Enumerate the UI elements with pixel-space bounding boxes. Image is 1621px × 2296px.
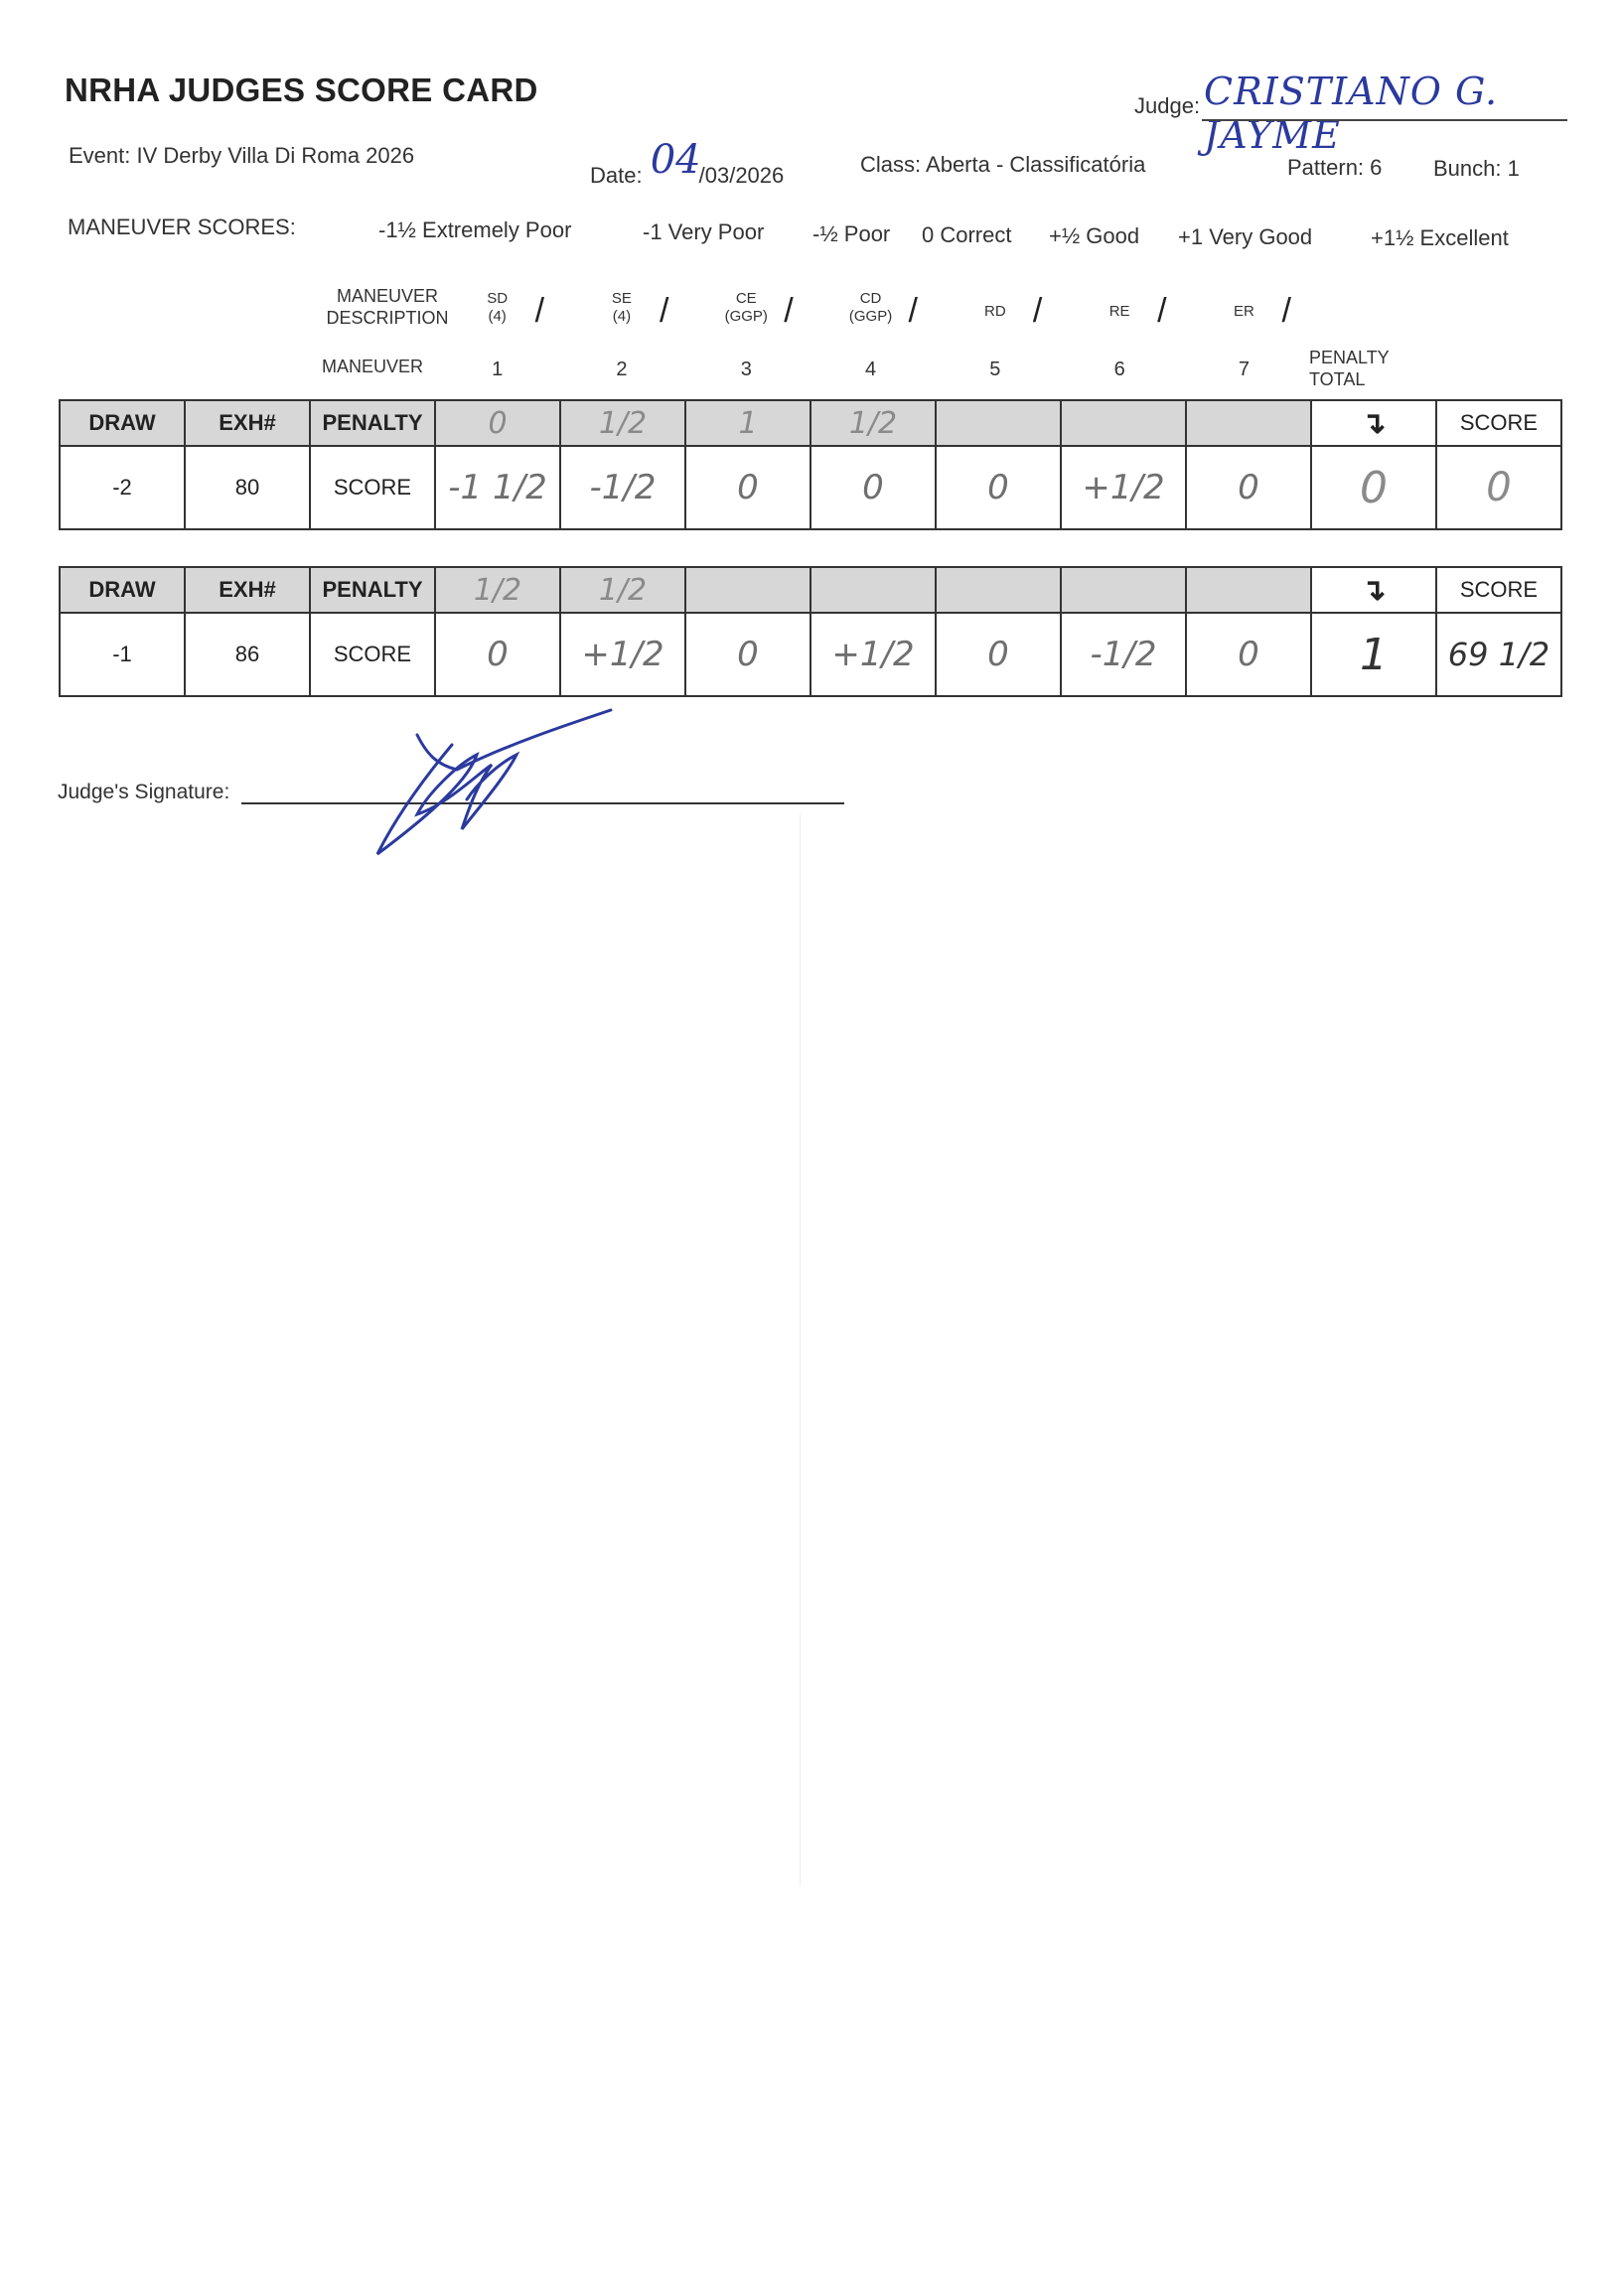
- separator-slash: /: [908, 292, 918, 330]
- score-entry-table: [59, 399, 1562, 530]
- judge-signature: [358, 705, 626, 864]
- maneuver-score-cell[interactable]: -1 1/2: [435, 446, 560, 529]
- maneuver-description-label: MANEUVER DESCRIPTION: [326, 286, 449, 328]
- maneuver-code-sub: (GGP): [724, 308, 768, 325]
- maneuver-code: [1204, 303, 1283, 321]
- maneuver-score-cell[interactable]: 0: [1186, 446, 1311, 529]
- maneuver-number: 3: [740, 359, 752, 380]
- penalty-cell[interactable]: 1/2: [435, 567, 560, 613]
- page-title: NRHA JUDGES SCORE CARD: [65, 72, 538, 108]
- score-row: [60, 446, 1561, 529]
- separator-slash: /: [1032, 292, 1043, 330]
- maneuver-score-cell[interactable]: -1/2: [1061, 613, 1186, 696]
- score-header: SCORE: [1436, 400, 1561, 446]
- maneuver-number: 2: [616, 359, 628, 380]
- date-field: [590, 137, 785, 193]
- separator-slash: /: [534, 292, 545, 330]
- event-label: Event:: [69, 143, 131, 168]
- maneuver-code: [706, 290, 786, 326]
- bunch-field: [1433, 156, 1520, 182]
- maneuver-code: [582, 290, 662, 326]
- judge-label: Judge:: [1134, 93, 1201, 118]
- maneuver-number-label: MANEUVER: [321, 357, 423, 376]
- maneuver-code-text: RD: [984, 303, 1006, 320]
- penalty-cell[interactable]: [810, 567, 936, 613]
- maneuver-score-cell[interactable]: 0: [685, 613, 810, 696]
- scale-item: -1 Very Poor: [643, 219, 765, 244]
- scale-item: +1 Very Good: [1178, 224, 1313, 249]
- class-value: Aberta - Classificatória: [926, 152, 1146, 177]
- maneuver-score-cell[interactable]: 0: [1186, 613, 1311, 696]
- score-header: SCORE: [1436, 567, 1561, 613]
- score-entry-table: [59, 566, 1562, 697]
- event-name: IV Derby Villa Di Roma 2026: [136, 143, 415, 168]
- maneuver-score-cell[interactable]: +1/2: [810, 613, 936, 696]
- scale-item: 0 Correct: [922, 222, 1012, 247]
- maneuver-number: 6: [1113, 359, 1125, 380]
- score-row-label: SCORE: [310, 613, 435, 696]
- penalty-cell[interactable]: 1: [685, 400, 810, 446]
- score-row: [60, 613, 1561, 696]
- exh-value: 86: [185, 613, 310, 696]
- penalty-total-arrow: ↴: [1311, 567, 1436, 613]
- exh-header: EXH#: [185, 567, 310, 613]
- penalty-total-label: PENALTY TOTAL: [1309, 348, 1390, 389]
- draw-header: DRAW: [60, 567, 185, 613]
- maneuver-code: [831, 290, 911, 326]
- maneuver-code-text: CE: [735, 290, 757, 307]
- maneuver-score-cell[interactable]: 0: [685, 446, 810, 529]
- date-day: 04: [650, 137, 701, 183]
- maneuver-code: [458, 290, 537, 326]
- maneuver-score-cell[interactable]: 0: [435, 613, 560, 696]
- penalty-header: PENALTY: [310, 567, 435, 613]
- maneuver-code-text: SD: [487, 290, 509, 307]
- penalty-cell[interactable]: 0: [435, 400, 560, 446]
- class-label: Class:: [860, 152, 922, 177]
- exh-value: 80: [185, 446, 310, 529]
- pattern-label: Pattern:: [1287, 155, 1365, 180]
- maneuver-score-cell[interactable]: +1/2: [560, 613, 685, 696]
- separator-slash: /: [659, 292, 669, 330]
- pattern-value: 6: [1370, 155, 1383, 180]
- exh-header: EXH#: [185, 400, 310, 446]
- bunch-value: 1: [1507, 156, 1520, 181]
- penalty-cell[interactable]: 1/2: [560, 400, 685, 446]
- penalty-header: PENALTY: [310, 400, 435, 446]
- scale-item: +1½ Excellent: [1371, 225, 1509, 250]
- score-row-label: SCORE: [310, 446, 435, 529]
- bunch-label: Bunch:: [1433, 156, 1502, 181]
- judge-name: CRISTIANO G. JAYME: [1204, 70, 1499, 157]
- pattern-field: [1287, 155, 1382, 181]
- draw-value: -2: [60, 446, 185, 529]
- draw-value: -1: [60, 613, 185, 696]
- scale-label: MANEUVER SCORES:: [68, 215, 296, 239]
- maneuver-number: 5: [989, 359, 1001, 380]
- separator-slash: /: [1281, 292, 1291, 330]
- maneuver-number: 4: [864, 359, 877, 380]
- final-score-value[interactable]: 0: [1436, 446, 1561, 529]
- penalty-cell[interactable]: [1061, 567, 1186, 613]
- separator-slash: /: [1157, 292, 1167, 330]
- penalty-cell[interactable]: 1/2: [810, 400, 936, 446]
- signature-label: Judge's Signature:: [58, 781, 230, 803]
- maneuver-score-cell[interactable]: 0: [936, 613, 1061, 696]
- maneuver-code-sub: (4): [488, 308, 507, 325]
- maneuver-score-cell[interactable]: 0: [936, 446, 1061, 529]
- scale-item: -1½ Extremely Poor: [378, 217, 572, 242]
- penalty-cell[interactable]: [1186, 567, 1311, 613]
- page-fold-line: [800, 814, 801, 1887]
- maneuver-code: [956, 303, 1035, 321]
- maneuver-code-sub: (GGP): [848, 308, 893, 325]
- penalty-row: [60, 400, 1561, 446]
- penalty-cell[interactable]: [936, 400, 1061, 446]
- penalty-cell[interactable]: 1/2: [560, 567, 685, 613]
- penalty-row: [60, 567, 1561, 613]
- maneuver-score-cell[interactable]: +1/2: [1061, 446, 1186, 529]
- penalty-total-value[interactable]: 1: [1311, 613, 1436, 696]
- penalty-cell[interactable]: [1186, 400, 1311, 446]
- date-rest: /03/2026: [698, 163, 785, 188]
- maneuver-score-cell[interactable]: 0: [810, 446, 936, 529]
- final-score-value[interactable]: 69 1/2: [1436, 613, 1561, 696]
- maneuver-code-sub: (4): [612, 308, 632, 325]
- penalty-total-arrow: ↴: [1311, 400, 1436, 446]
- event-field: [69, 143, 414, 169]
- maneuver-code-text: CD: [859, 290, 882, 307]
- separator-slash: /: [784, 292, 794, 330]
- penalty-cell[interactable]: [936, 567, 1061, 613]
- penalty-total-value[interactable]: 0: [1311, 446, 1436, 529]
- maneuver-score-cell[interactable]: -1/2: [560, 446, 685, 529]
- penalty-cell[interactable]: [1061, 400, 1186, 446]
- scale-item: -½ Poor: [812, 221, 891, 246]
- maneuver-code-text: ER: [1234, 303, 1254, 320]
- judge-underline: [1202, 119, 1567, 121]
- penalty-cell[interactable]: [685, 567, 810, 613]
- draw-header: DRAW: [60, 400, 185, 446]
- class-field: [860, 152, 1145, 178]
- maneuver-code-text: SE: [611, 290, 632, 307]
- scale-item: +½ Good: [1049, 223, 1140, 248]
- maneuver-code-text: RE: [1108, 303, 1130, 320]
- maneuver-number: 1: [492, 359, 504, 380]
- maneuver-code: [1080, 303, 1159, 321]
- maneuver-number: 7: [1238, 359, 1250, 380]
- date-label: Date:: [590, 163, 643, 188]
